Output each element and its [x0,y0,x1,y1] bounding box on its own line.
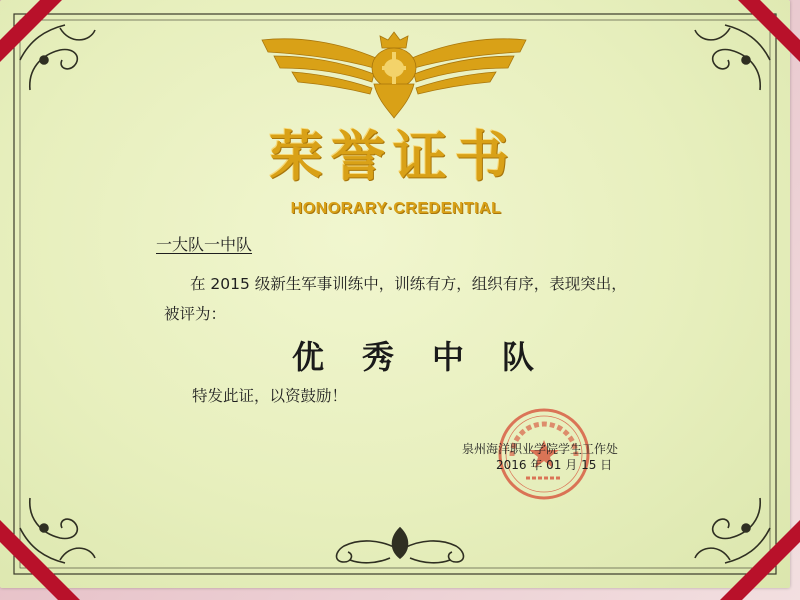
ribbon-top-right [738,0,800,62]
issuing-organization: 泉州海洋职业学院学生工作处 [462,442,619,456]
citation-text-line-1: 在 2015 级新生军事训练中，训练有方，组织有序，表现突出， [190,275,627,293]
certificate-title-english: HONORARY·CREDENTIAL [290,200,502,217]
certificate-title-chinese: 荣誉证书 [269,124,517,188]
corner-flourish-bottom-right [695,498,770,563]
ribbon-bottom-right [720,520,800,600]
citation-text-line-2: 被评为： [164,305,227,323]
closing-statement: 特发此证，以资鼓励！ [192,387,348,405]
corner-flourish-top-left [20,25,95,90]
issue-date: 2016 年 01 月 15 日 [496,458,613,472]
winged-crown-emblem [258,28,530,120]
recipient-name: 一大队一中队 [156,235,253,254]
bottom-ornament [320,518,480,568]
award-title: 优秀中队 [292,338,573,376]
ribbon-bottom-left [0,520,80,600]
corner-flourish-top-right [695,25,770,90]
